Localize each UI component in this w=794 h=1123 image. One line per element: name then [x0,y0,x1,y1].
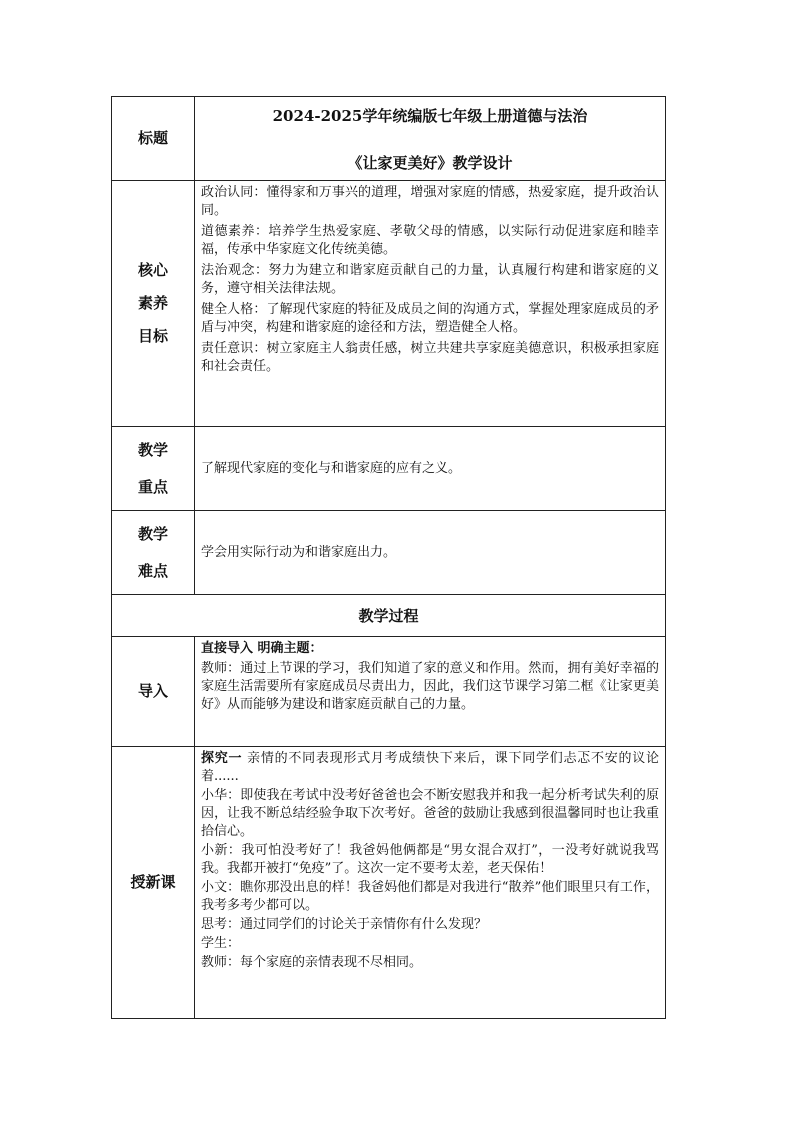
key-point-content [195,427,666,511]
title-cell [195,97,666,181]
process-heading: 教学过程 [112,595,666,637]
difficulty-text: 学会用实际行动为和谐家庭出力。 [201,544,397,560]
key-point-text: 了解现代家庭的变化与和谐家庭的应有之义。 [201,460,462,476]
new-lesson-label: 授新课 [112,747,195,1019]
objectives-content [195,181,666,427]
explore-one [195,750,665,786]
process-heading-row [112,595,666,637]
key-point-label: 教学 重点 [112,427,195,511]
key-point-row [112,427,666,511]
difficulty-row [112,511,666,595]
objectives-row [112,181,666,427]
objective-personality: 健全人格：了解现代家庭的特征及成员之间的沟通方式，掌握处理家庭成员的矛盾与冲突，构建和谐家庭的途径和方法，塑造健全人格。 [201,302,659,335]
title-row [112,97,666,181]
objective-moral: 道德素养：培养学生热爱家庭、孝敬父母的情感，以实际行动促进家庭和睦幸福，传承中华家庭文化传统美德。 [201,224,659,257]
explore-one-text: 亲情的不同表现形式月考成绩快下来后，课下同学们忐忑不安的议论着...... [201,751,659,784]
teacher-summary: 教师：每个家庭的亲情表现不尽相同。 [201,955,423,970]
student-xiaoxin: 小新：我可怕没考好了！我爸妈他俩都是“男女混合双打”，一没考好就说我骂我。我都开被打“免疫”了。这次一定不要考太差，老天保佑！ [201,843,659,876]
difficulty-content [195,511,666,595]
new-lesson-content [195,747,666,1019]
student-xiaowen: 小文：瞧你那没出息的样！我爸妈他们都是对我进行“散养”他们眼里只有工作，我考多考少都可以。 [201,880,659,913]
objective-political: 政治认同：懂得家和万事兴的道理，增强对家庭的情感，热爱家庭，提升政治认同。 [201,185,659,218]
lesson-plan-table [111,96,666,1019]
intro-label: 导入 [112,637,195,747]
difficulty-label: 教学 难点 [112,511,195,595]
objectives-label: 核心 素养 目标 [112,181,195,427]
student-answer: 学生： [201,936,241,951]
objective-responsibility: 责任意识：树立家庭主人翁责任感，树立共建共享家庭美德意识，积极承担家庭和社会责任。 [201,341,659,374]
document-subtitle: 《让家更美好》教学设计 [347,153,513,172]
new-lesson-row [112,747,666,1019]
student-xiaohua: 小华：即使我在考试中没考好爸爸也会不断安慰我并和我一起分析考试失利的原因，让我不断总结经验争取下次考好。爸爸的鼓励让我感到很温馨同时也让我重拾信心。 [201,788,659,839]
intro-text: 教师：通过上节课的学习，我们知道了家的意义和作用。然而，拥有美好幸福的家庭生活需要所有家庭成员尽责出力，因此，我们这节课学习第二框《让家更美好》从而能够为建设和谐家庭贡献自己的力量。 [201,661,659,712]
intro-row [112,637,666,747]
explore-one-title: 探究一 [201,751,243,766]
title-label: 标题 [112,97,195,181]
objective-law: 法治观念：努力为建立和谐家庭贡献自己的力量，认真履行构建和谐家庭的义务，遵守相关法律法规。 [201,263,659,296]
intro-content [195,637,666,747]
document-title: 2024-2025学年统编版七年级上册道德与法治 [272,106,588,125]
think-question: 思考：通过同学们的讨论关于亲情你有什么发现？ [201,917,488,932]
intro-heading: 直接导入 明确主题： [201,641,323,656]
